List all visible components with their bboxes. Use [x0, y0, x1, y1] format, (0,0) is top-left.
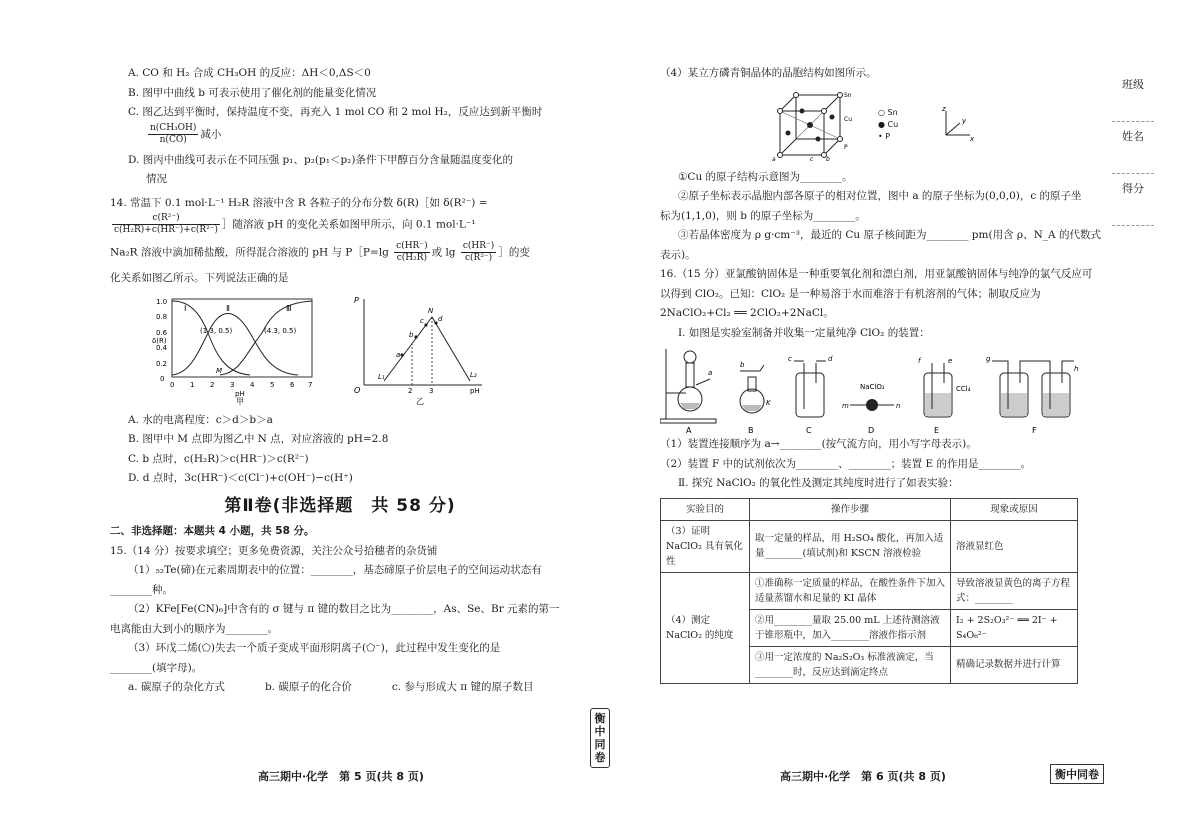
table-row: [661, 572, 1078, 609]
point-m-label: M: [216, 366, 223, 375]
legend-label: Sn: [887, 107, 898, 117]
q13-option-d-cont: 情况: [146, 173, 167, 185]
x-tick-3: 3: [230, 380, 235, 389]
q15-line5: 电离能由大到小的顺序为________。: [110, 622, 278, 635]
stamp-char: 中: [594, 725, 606, 738]
stamp-char: 衡: [594, 712, 606, 725]
fraction-denominator: c(H₂R): [396, 253, 428, 263]
cell-label-sn: Sn: [844, 91, 852, 99]
class-field[interactable]: 班级: [1112, 70, 1154, 122]
point-2-label: (4.3, 0.5): [264, 326, 297, 335]
atom-p: [807, 122, 813, 128]
fraction-denominator: c(R²⁻): [465, 253, 493, 263]
fraction-numerator: c(R²⁻): [112, 213, 220, 225]
q13-option-c-fraction-line: [110, 123, 570, 151]
apparatus-c: [788, 355, 833, 435]
cell-label-c: c: [810, 155, 814, 163]
x-tick-1: 1: [190, 380, 195, 389]
q15-options: [110, 678, 570, 698]
region-ii-label: Ⅱ: [226, 303, 230, 313]
legend-cu: [878, 119, 898, 131]
label-naclo2: NaClO₂: [860, 383, 885, 391]
x-tick-6: 6: [290, 380, 295, 389]
y-tick-0.6: 0.6: [156, 328, 168, 337]
figure-jia: [150, 293, 320, 405]
delta-fraction: [112, 213, 220, 236]
apparatus-label-b: B: [748, 426, 754, 435]
y-tick-0.2: 0.2: [156, 359, 168, 368]
apparatus-label-e: E: [934, 426, 940, 435]
stamp-char: 同: [594, 738, 606, 751]
figure-caption: 乙: [416, 396, 424, 405]
fraction-denominator: c(H₂R)+c(HR⁻)+c(R²⁻): [114, 225, 219, 235]
legend-label: Cu: [887, 119, 899, 129]
label-c: c: [788, 355, 792, 363]
q16-part-i: Ⅰ. 如图是实验室制备并收集一定量纯净 ClO₂ 的装置：: [678, 326, 930, 339]
q15-option-c: c. 参与形成大 π 键的原子数目: [391, 681, 534, 693]
point-1-label: (1.3, 0.5): [200, 326, 233, 335]
label-e: e: [948, 357, 953, 365]
stamp-char: 卷: [594, 751, 606, 764]
table-cell: 导致溶液显黄色的离子方程式：________: [951, 572, 1078, 609]
table-header: 现象或原因: [951, 498, 1078, 520]
small-dot-icon: •: [878, 131, 886, 141]
table-cell: 精确记录数据并进行计算: [951, 646, 1078, 683]
atom-legend: [878, 107, 898, 143]
label-a: a: [708, 369, 713, 377]
label-d: d: [828, 355, 833, 363]
y-label-p: P: [354, 295, 359, 305]
q14-line1: 14. 常温下 0.1 mol·L⁻¹ H₂R 溶液中含 R 各粒子的分布分数 δ(R)［如 δ(R²⁻) =: [110, 196, 488, 209]
origin-label: O: [354, 385, 361, 395]
ratio-fraction: [148, 123, 198, 146]
y-tick-0.8: 0.8: [156, 312, 168, 321]
right-page: [660, 64, 1101, 684]
apparatus-a: [660, 349, 716, 435]
label-h: h: [1074, 365, 1079, 373]
x-axis-label: pH: [235, 389, 245, 398]
apparatus-label-c: C: [806, 426, 812, 435]
legend-sn: [878, 107, 898, 119]
q15-line4: （2）KFe[Fe(CN)₆]中含有的 σ 键与 π 键的数目之比为________，As、Se、Br 元素的第一: [128, 603, 560, 615]
legend-p: [878, 131, 898, 143]
q14-figures: [150, 293, 570, 405]
q14-line2: [110, 213, 570, 241]
crystal-figure-row: [770, 86, 1080, 164]
axis-z: z: [942, 104, 946, 113]
table-cell: ①准确称一定质量的样品，在酸性条件下加入适量蒸馏水和足量的 KI 晶体: [750, 572, 951, 609]
x-label-ph: pH: [470, 386, 480, 395]
axis-y: y: [962, 116, 967, 125]
coordinate-axes-icon: [936, 105, 976, 145]
part-2-title: 第Ⅱ卷(非选择题 共 58 分): [224, 495, 456, 516]
x-tick-2: 2: [408, 386, 413, 395]
apparatus-d: [842, 383, 900, 435]
q15-line2: （1）₅₂Te(碲)在元素周期表中的位置：________，基态碲原子价层电子的空间运动状态有: [128, 564, 542, 576]
q15-line7: ________(填字母)。: [110, 661, 203, 674]
apparatus-label-a: A: [686, 426, 692, 435]
p-fraction-1: [394, 241, 429, 264]
label-c: c: [420, 316, 424, 325]
q13-option-b: B. 图甲中曲线 b 可表示使用了催化剂的能量变化情况: [128, 86, 377, 99]
fraction-numerator: n(CH₃OH): [150, 122, 197, 133]
q14-line3c: ］的变: [498, 246, 530, 259]
q15-4-s1: ①Cu 的原子结构示意图为________。: [678, 170, 853, 183]
name-field[interactable]: 姓名: [1112, 122, 1154, 174]
y-tick-0.4: 0.4: [156, 343, 168, 352]
experiment-table: [660, 498, 1078, 684]
label-d: d: [438, 314, 443, 323]
footer-page-5: 高三期中·化学 第 5 页(共 8 页): [258, 770, 424, 783]
label-l1: L₁: [378, 372, 385, 381]
q16-q1: （1）装置连接顺序为 a→________(按气流方向，用小写字母表示)。: [660, 438, 977, 450]
curve-iii: [220, 301, 312, 375]
q14-option-b: B. 图甲中 M 点即为图乙中 N 点，对应溶液的 pH=2.8: [128, 433, 389, 445]
table-header: 实验目的: [661, 498, 750, 520]
cell-label-b: b: [826, 155, 830, 163]
q13-option-d: D. 图丙中曲线可表示在不同压强 p₁、p₂(p₁＜p₂)条件下甲醇百分含量随温度变化的: [128, 153, 513, 166]
axis-x: x: [970, 134, 975, 143]
y-tick-1.0: 1.0: [156, 297, 168, 306]
y-axis-label: δ(R): [152, 336, 167, 345]
q14-line4: 化关系如图乙所示。下列说法正确的是: [110, 272, 289, 284]
q13-option-c: C. 图乙达到平衡时，保持温度不变，再充入 1 mol CO 和 2 mol H₂，反应达到新平衡时: [128, 106, 543, 118]
table-row: [661, 520, 1078, 572]
label-k: K: [766, 399, 771, 407]
cell-label-cu: Cu: [844, 115, 852, 123]
table-cell: 取一定量的样品，用 H₂SO₄ 酸化，再加入适量________(填试剂)和 KSCN 溶液检验: [750, 520, 951, 572]
point-b: [414, 335, 417, 338]
table-cell: 溶液显红色: [951, 520, 1078, 572]
x-tick-3: 3: [429, 386, 434, 395]
x-tick-5: 5: [270, 380, 275, 389]
table-header: 操作步骤: [750, 498, 951, 520]
hengzhong-stamp-vertical: [590, 708, 610, 768]
point-a: [400, 353, 403, 356]
q15-option-a: a. 碳原子的杂化方式: [128, 681, 225, 693]
apparatus-b: [740, 361, 772, 435]
label-g: g: [986, 355, 991, 363]
p-fraction-2: [461, 241, 496, 264]
fraction-denominator: n(CO): [159, 134, 187, 145]
score-field[interactable]: 得分: [1112, 174, 1154, 226]
q14-option-a: A. 水的电离程度：c＞d＞b＞a: [128, 413, 273, 426]
footer-page-6: 高三期中·化学 第 6 页(共 8 页): [780, 770, 946, 783]
q16-line1: 16.（15 分）亚氯酸钠固体是一种重要氧化剂和漂白剂，用亚氯酸钠固体与纯净的氯气反应可: [660, 268, 1093, 280]
table-cell: （3）证明 NaClO₂ 具有氧化性: [661, 520, 750, 572]
q16-line2: 以得到 ClO₂。已知：ClO₂ 是一种易溶于水而难溶于有机溶剂的气体；制取反应为: [660, 287, 1041, 300]
apparatus-e: [918, 357, 971, 435]
x-tick-2: 2: [210, 380, 215, 389]
cell-label-a: a: [772, 155, 776, 163]
x-tick-4: 4: [250, 380, 255, 389]
atom-sn: [778, 108, 783, 113]
apparatus-label-d: D: [868, 426, 875, 435]
q16-part-ii: Ⅱ. 探究 NaClO₂ 的氧化性及测定其纯度时进行了如表实验：: [678, 477, 959, 489]
table-cell: （4）测定 NaClO₂ 的纯度: [661, 572, 750, 683]
region-i-label: Ⅰ: [184, 303, 187, 313]
apparatus-label-f: F: [1032, 426, 1037, 435]
fraction-numerator: c(HR⁻): [396, 241, 428, 251]
label-f: f: [918, 357, 921, 365]
apparatus-f: [986, 355, 1078, 435]
open-circle-icon: ○: [878, 107, 888, 117]
apparatus-diagram: [660, 343, 1080, 435]
x-tick-0: 0: [170, 380, 175, 389]
left-page: [110, 64, 570, 698]
q15-4-line1: （4）某立方磷青铜晶体的晶胞结构如图所示。: [660, 67, 877, 79]
filled-circle-icon: ●: [878, 119, 888, 129]
q15-4-s2a: ②原子坐标表示晶胞内部各原子的相对位置，图中 a 的原子坐标为(0,0,0)，c 的原子坐: [678, 190, 1082, 202]
q14-option-d: D. d 点时，3c(HR⁻)＜c(Cl⁻)+c(OH⁻)−c(H⁺): [128, 472, 353, 484]
label-a: a: [396, 350, 401, 359]
label-n: n: [896, 402, 901, 410]
hengzhong-stamp: 衡中同卷: [1050, 764, 1104, 784]
label-l2: L₂: [470, 370, 477, 379]
region-iii-label: Ⅲ: [286, 303, 292, 313]
label-ccl4: CCl₄: [956, 385, 971, 393]
binding-sidebar: [1112, 70, 1154, 226]
lines-l1-l2: [384, 314, 470, 381]
figure-yi: [350, 293, 490, 405]
legend-label: P: [885, 131, 891, 141]
q14-line3b: 或 lg: [431, 246, 456, 259]
fraction-numerator: c(HR⁻): [462, 241, 495, 251]
q14-option-c: C. b 点时，c(H₂R)＞c(HR⁻)＞c(R²⁻): [128, 452, 309, 465]
label-n: N: [428, 306, 434, 315]
q16-line3: 2NaClO₂+Cl₂ ══ 2ClO₂+2NaCl。: [660, 307, 834, 319]
table-cell: ②用________量取 25.00 mL 上述待测溶液于锥形瓶中，加入________溶液作指示剂: [750, 609, 951, 646]
unit-cell-diagram: [770, 87, 860, 163]
part-2-heading: 二、非选择题：本题共 4 小题，共 58 分。: [110, 525, 315, 537]
point-c: [424, 323, 427, 326]
q14-line2-text: ］随溶液 pH 的变化关系如图甲所示，向 0.1 mol·L⁻¹: [222, 218, 476, 231]
table-header-row: [661, 498, 1078, 520]
y-tick-0: 0: [160, 374, 165, 383]
atom-cu: [800, 108, 805, 113]
q15-4-s2b: 标为(1,1,0)，则 b 的原子坐标为________。: [660, 209, 866, 222]
q15-line3: ________种。: [110, 583, 173, 596]
q15-line6: （3）环戊二烯(⬠)失去一个质子变成平面形阴离子(⬠⁻)，此过程中发生变化的是: [128, 642, 501, 654]
table-cell: ③用一定浓度的 Na₂S₂O₃ 标准液滴定，当________时，反应达到滴定终点: [750, 646, 951, 683]
q15-option-b: b. 碳原子的化合价: [264, 681, 352, 693]
label-m: m: [842, 402, 849, 410]
q16-q2: （2）装置 F 中的试剂依次为________、________；装置 E 的作用是________。: [660, 457, 1031, 470]
label-b: b: [409, 330, 414, 339]
table-cell: I₂ + 2S₂O₃²⁻ ══ 2I⁻ + S₄O₆²⁻: [951, 609, 1078, 646]
x-tick-7: 7: [308, 380, 313, 389]
q15-4-s3b: 表示)。: [660, 248, 696, 261]
cell-label-p: P: [844, 143, 848, 151]
q14-line3a: Na₂R 溶液中滴加稀盐酸，所得混合溶液的 pH 与 P［P=lg: [110, 246, 389, 259]
figure-caption: 甲: [236, 396, 244, 405]
q14-line3: [110, 241, 570, 269]
q15-line1: 15.（14 分）按要求填空；更多免费资源，关注公众号拾穗者的杂货铺: [110, 544, 438, 557]
q13-option-c-tail: 减小: [200, 128, 222, 140]
curve-ii: [172, 313, 298, 375]
q13-option-a: A. CO 和 H₂ 合成 CH₃OH 的反应：ΔH＜0,ΔS＜0: [128, 67, 371, 79]
q15-4-s3a: ③若晶体密度为 ρ g·cm⁻³，最近的 Cu 原子核间距为________ pm(用含 ρ、N_A 的代数式: [678, 229, 1101, 241]
label-b: b: [740, 361, 745, 369]
